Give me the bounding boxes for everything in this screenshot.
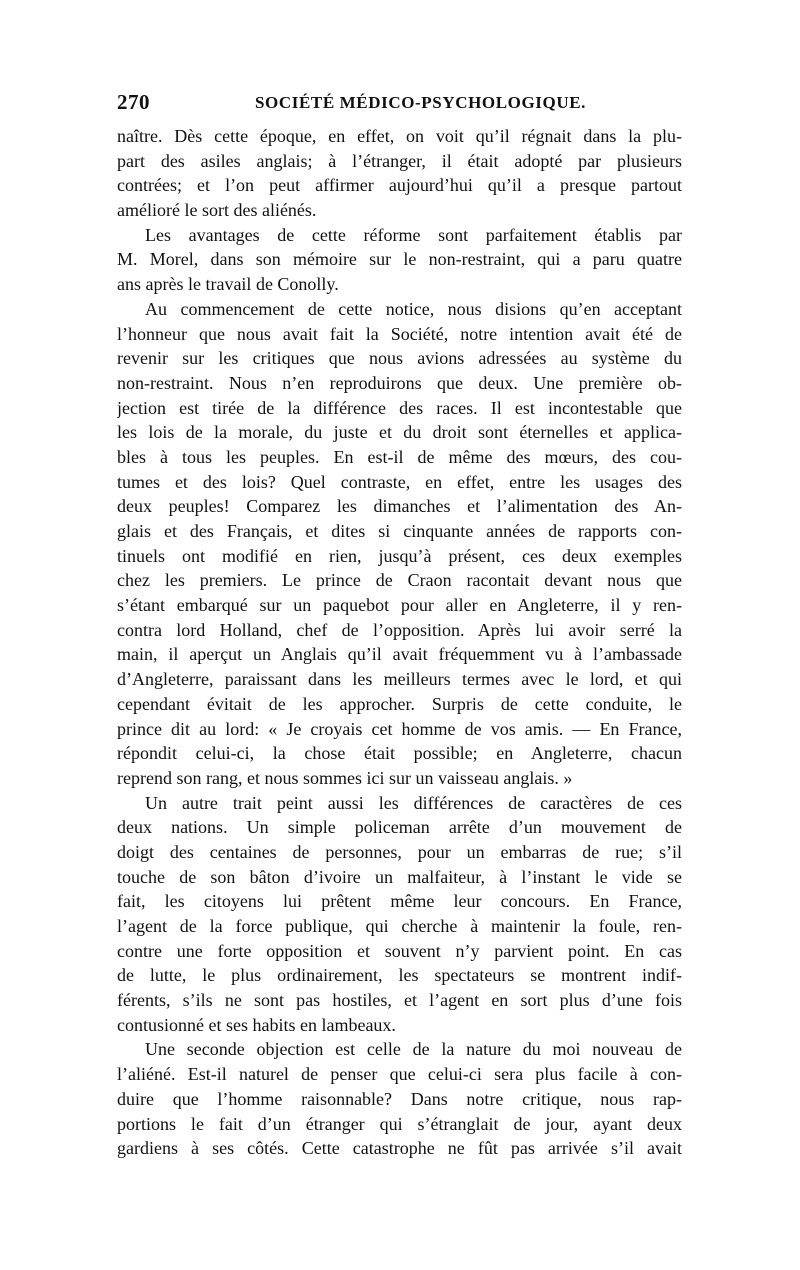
text-line: tinuels ont modifié en rien, jusqu’à présent, ces deux exemples (117, 545, 682, 566)
page-number: 270 (117, 90, 150, 114)
text-line: glais et des Français, et dites si cinquante années de rapports con- (117, 521, 682, 541)
text-line: l’agent de la force publique, qui cherche à maintenir la foule, ren- (117, 916, 682, 936)
body-text (117, 124, 682, 1161)
paragraph (117, 791, 682, 1038)
text-line: ans après le travail de Conolly. (117, 274, 339, 295)
text-line: férents, s’ils ne sont pas hostiles, et l’agent en sort plus d’une fois (117, 990, 682, 1011)
text-line: part des asiles anglais; à l’étranger, il était adopté par plusieurs (117, 150, 682, 171)
text-line: deux peuples! Comparez les dimanches et l’alimentation des An- (117, 496, 682, 517)
text-line: naître. Dès cette époque, en effet, on voit qu’il régnait dans la plu- (117, 126, 682, 146)
paragraph (117, 223, 682, 297)
text-line: les lois de la morale, du juste et du droit sont éternelles et applica- (117, 422, 682, 443)
text-line: deux nations. Un simple policeman arrête d’un mouvement de (117, 817, 682, 838)
text-line: Une seconde objection est celle de la nature du moi nouveau de (145, 1039, 682, 1060)
paragraph (117, 297, 682, 791)
page-header (117, 90, 682, 114)
text-line: contusionné et ses habits en lambeaux. (117, 1014, 396, 1035)
text-line: Un autre trait peint aussi les différences de caractères de ces (145, 792, 682, 813)
text-line: gardiens à ses côtés. Cette catastrophe ne fût pas arrivée s’il avait (117, 1138, 682, 1159)
text-line: de lutte, le plus ordinairement, les spectateurs se montrent indif- (117, 965, 682, 986)
text-line: Les avantages de cette réforme sont parfaitement établis par (145, 224, 682, 245)
text-line: doigt des centaines de personnes, pour un embarras de rue; s’il (117, 841, 682, 862)
text-line: s’étant embarqué sur un paquebot pour aller en Angleterre, il y ren- (117, 595, 682, 616)
text-line: prince dit au lord: « Je croyais cet homme de vos amis. — En France, (117, 718, 682, 739)
text-line: duire que l’homme raisonnable? Dans notre critique, nous rap- (117, 1088, 682, 1109)
running-title: SOCIÉTÉ MÉDICO-PSYCHOLOGIQUE. (255, 93, 587, 112)
text-line: portions le fait d’un étranger qui s’étranglait de jour, ayant deux (117, 1113, 682, 1134)
text-line: cependant évitait de les approcher. Surpris de cette conduite, le (117, 693, 682, 714)
text-line: fait, les citoyens lui prêtent même leur concours. En France, (117, 891, 682, 912)
text-line: l’aliéné. Est-il naturel de penser que celui-ci sera plus facile à con- (117, 1064, 682, 1085)
text-line: contrées; et l’on peut affirmer aujourd’hui qu’il a presque partout (117, 175, 682, 196)
text-line: contre une forte opposition et souvent n’y parvient point. En cas (117, 940, 682, 961)
paragraph (117, 1037, 682, 1160)
text-line: touche de son bâton d’ivoire un malfaiteur, à l’instant le vide se (117, 866, 682, 887)
text-line: l’honneur que nous avait fait la Société, notre intention avait été de (117, 323, 682, 344)
text-line: main, il aperçut un Anglais qu’il avait fréquemment vu à l’ambassade (117, 644, 682, 665)
text-line: Au commencement de cette notice, nous disions qu’en acceptant (145, 298, 682, 319)
text-line: M. Morel, dans son mémoire sur le non-restraint, qui a paru quatre (117, 249, 682, 270)
text-line: non-restraint. Nous n’en reproduirons que deux. Une première ob- (117, 372, 682, 393)
text-line: jection est tirée de la différence des races. Il est incontestable que (117, 397, 682, 418)
text-line: répondit celui-ci, la chose était possible; en Angleterre, chacun (117, 743, 682, 764)
paragraph (117, 124, 682, 223)
text-line: d’Angleterre, paraissant dans les meilleurs termes avec le lord, et qui (117, 669, 682, 690)
text-line: amélioré le sort des aliénés. (117, 200, 317, 221)
text-line: chez les premiers. Le prince de Craon racontait devant nous que (117, 570, 682, 591)
text-line: contra lord Holland, chef de l’opposition. Après lui avoir serré la (117, 619, 682, 640)
text-line: revenir sur les critiques que nous avions adressées au système du (117, 348, 682, 369)
text-line: tumes et des lois? Quel contraste, en effet, entre les usages des (117, 471, 682, 492)
text-line: bles à tous les peuples. En est-il de même des mœurs, des cou- (117, 446, 682, 467)
text-line: reprend son rang, et nous sommes ici sur un vaisseau anglais. » (117, 767, 573, 788)
